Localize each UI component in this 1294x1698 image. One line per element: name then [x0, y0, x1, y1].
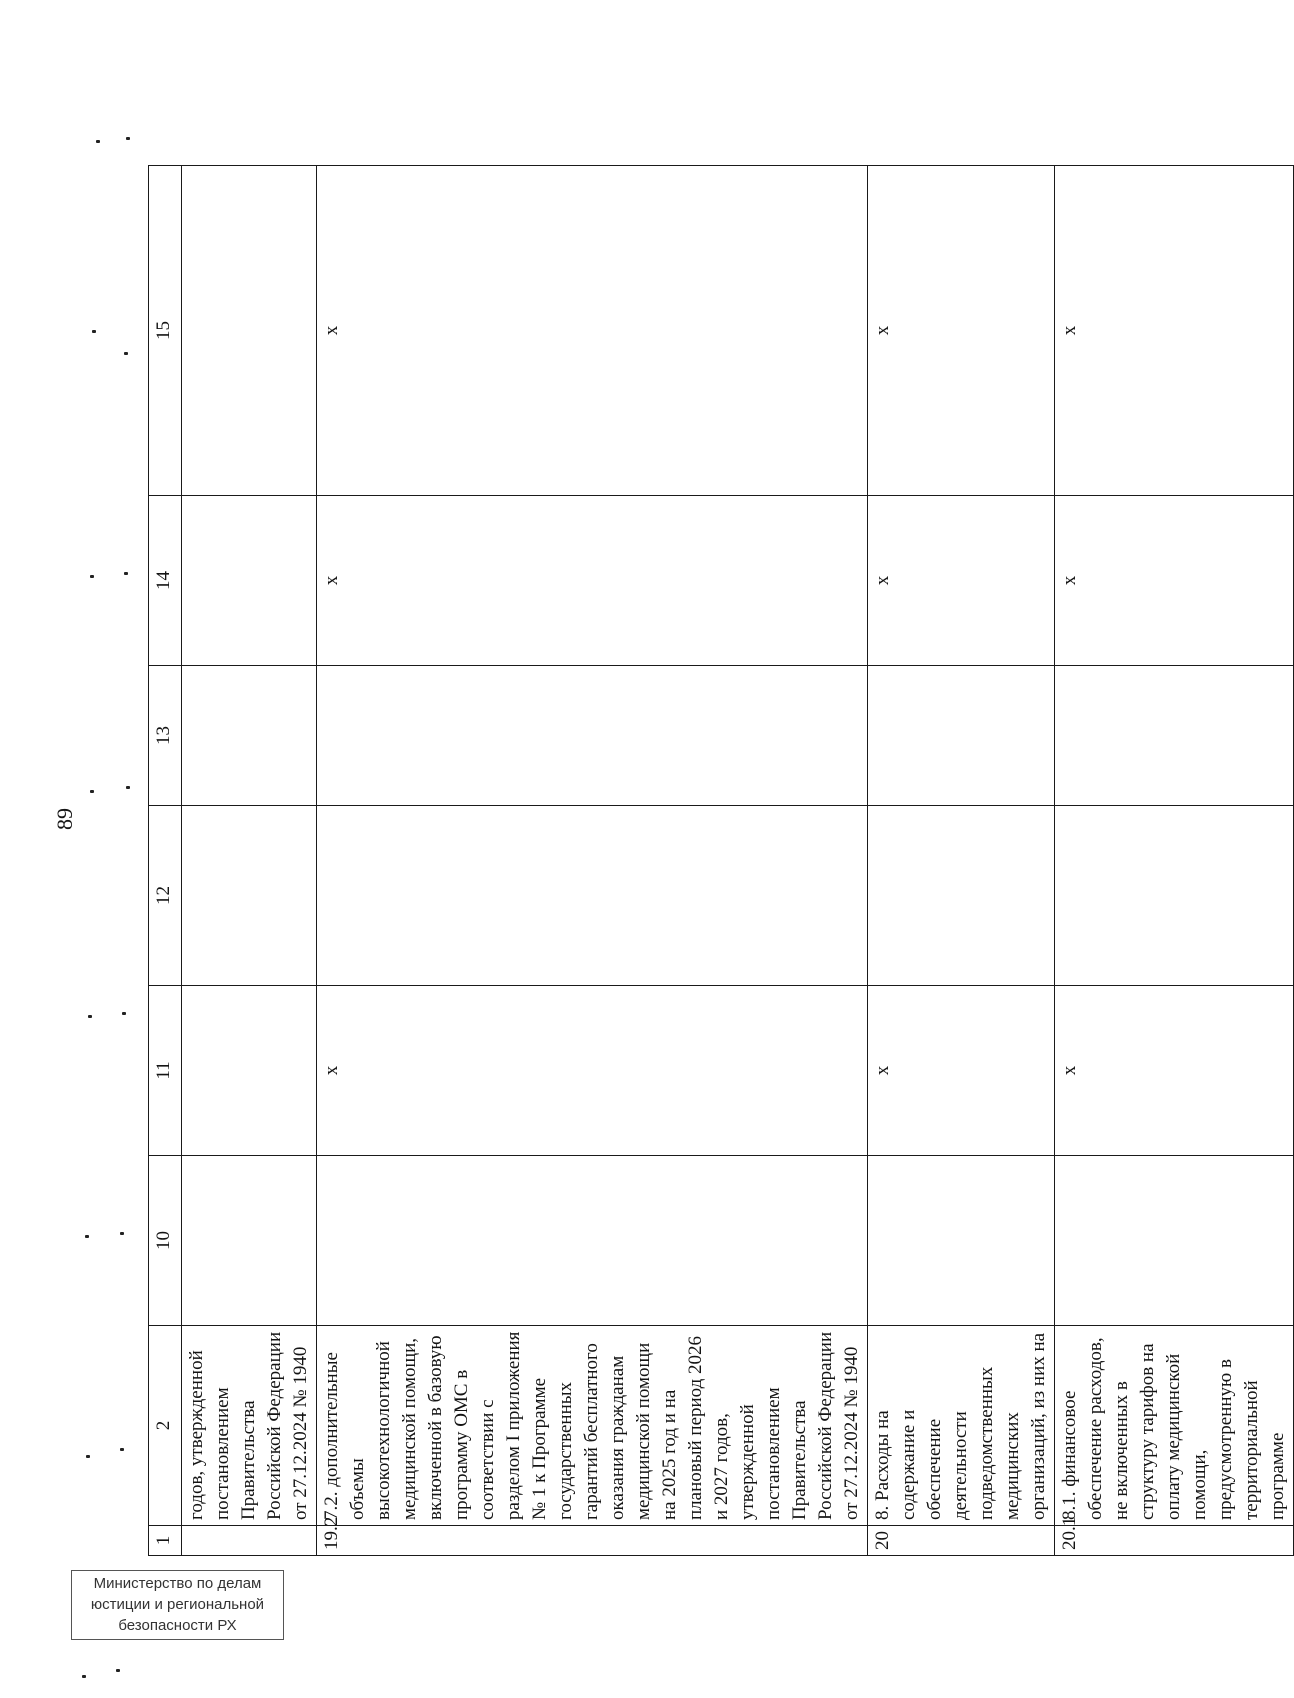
scan-speck: [126, 137, 130, 140]
scan-speck: [92, 330, 96, 333]
table-cell: x: [317, 496, 868, 666]
scan-speck: [85, 1235, 89, 1238]
row-description: 7.2. дополнительные объемы высокотехнологичной медицинской помощи, включенной в базовую программу ОМС в соответствии с разделом I приложения № 1 к Программе государственных гарантий бесплатного оказания гражданам медицинской помощи на 2025 год и на плановый период 2026 и 2027 годов, утвержденной постановлением Правительства Российской Федерации от 27.12.2024 № 1940: [317, 1326, 868, 1526]
column-header: 11: [149, 986, 182, 1156]
row-number: [182, 1526, 317, 1556]
stamp-line: безопасности РХ: [118, 1617, 237, 1634]
column-header: 14: [149, 496, 182, 666]
row-description: годов, утвержденной постановлением Правительства Российской Федерации от 27.12.2024 № 1940: [182, 1326, 317, 1526]
rotated-table-container: [148, 165, 1294, 1556]
scan-speck: [120, 1448, 124, 1451]
table-row: [182, 166, 317, 1556]
table-cell: x: [1055, 166, 1294, 496]
table-cell: [868, 806, 1055, 986]
table-cell: [182, 1156, 317, 1326]
table-cell: x: [317, 986, 868, 1156]
table-cell: [1055, 1156, 1294, 1326]
table-row: [317, 166, 868, 1556]
table-cell: [182, 496, 317, 666]
scan-speck: [116, 1669, 120, 1672]
page-number: 89: [52, 808, 77, 830]
registration-stamp: [71, 1570, 284, 1640]
scan-speck: [96, 140, 100, 143]
table-cell: x: [868, 166, 1055, 496]
table-cell: x: [317, 166, 868, 496]
table-cell: x: [868, 986, 1055, 1156]
scan-speck: [124, 572, 128, 575]
scan-speck: [90, 575, 94, 578]
row-description: 8.1. финансовое обеспечение расходов, не включенных в структуру тарифов на оплату медицинской помощи, предусмотренную в территориальной программе: [1055, 1326, 1294, 1526]
scan-speck: [86, 1455, 90, 1458]
stamp-line: Министерство по делам: [93, 1575, 262, 1592]
column-header: 1: [149, 1526, 182, 1556]
table-cell: [182, 666, 317, 806]
row-number: 19.2: [317, 1526, 868, 1556]
table-cell: [868, 1156, 1055, 1326]
table-cell: [317, 666, 868, 806]
column-header: 12: [149, 806, 182, 986]
table-cell: [1055, 806, 1294, 986]
scan-speck: [88, 1015, 92, 1018]
stamp-line: юстиции и региональной: [90, 1596, 265, 1613]
table-cell: [317, 1156, 868, 1326]
table-cell: [868, 666, 1055, 806]
scan-speck: [124, 352, 128, 355]
row-description: 8. Расходы на содержание и обеспечение деятельности подведомственных медицинских организаций, из них на: [868, 1326, 1055, 1526]
table-row: [868, 166, 1055, 1556]
table-cell: x: [1055, 496, 1294, 666]
column-header: 15: [149, 166, 182, 496]
table-header-row: [149, 166, 182, 1556]
row-number: 20: [868, 1526, 1055, 1556]
scan-speck: [122, 1012, 126, 1015]
table-cell: x: [868, 496, 1055, 666]
row-number: 20.1: [1055, 1526, 1294, 1556]
column-header: 13: [149, 666, 182, 806]
column-header: 2: [149, 1326, 182, 1526]
table-cell: [182, 986, 317, 1156]
table-cell: [1055, 666, 1294, 806]
table-cell: [182, 166, 317, 496]
scan-speck: [120, 1232, 124, 1235]
data-table: [148, 165, 1294, 1556]
scan-speck: [126, 786, 130, 789]
scan-speck: [82, 1675, 86, 1678]
table-cell: x: [1055, 986, 1294, 1156]
table-row: [1055, 166, 1294, 1556]
column-header: 10: [149, 1156, 182, 1326]
table-cell: [182, 806, 317, 986]
scan-speck: [90, 790, 94, 793]
table-cell: [317, 806, 868, 986]
